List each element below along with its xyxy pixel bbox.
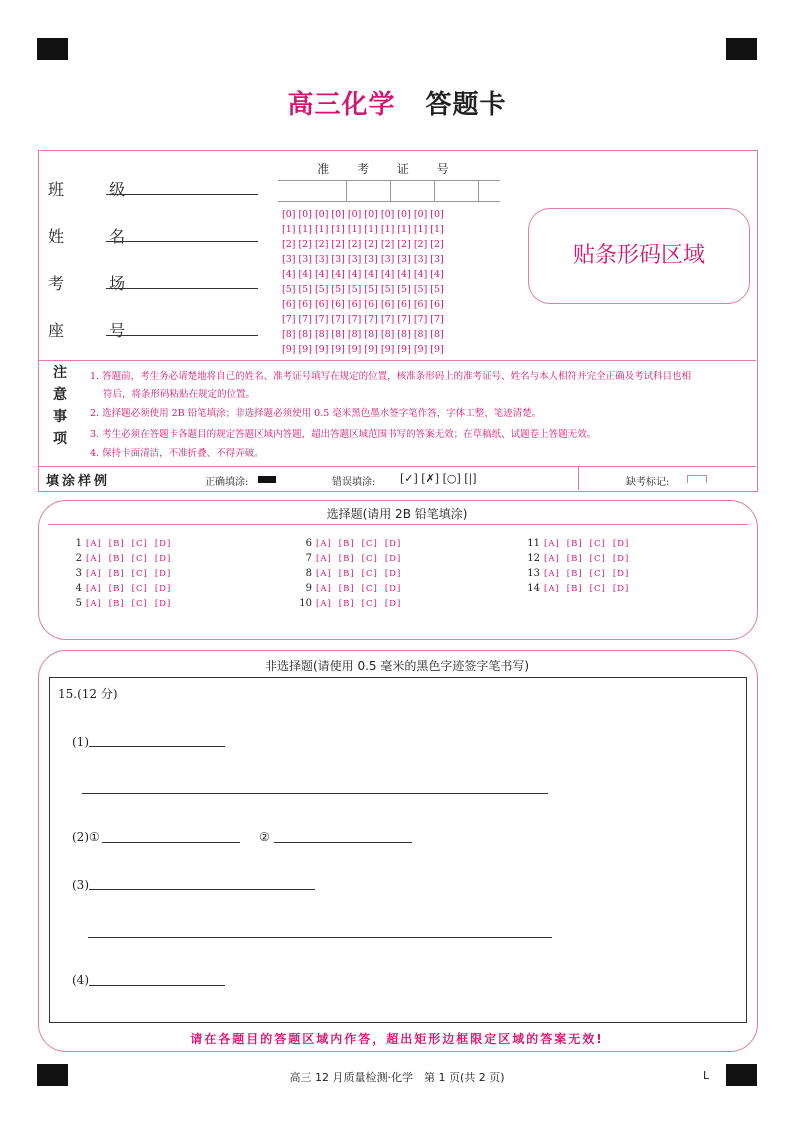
option-d[interactable]: [D] (612, 584, 630, 594)
option-b[interactable]: [B] (108, 584, 125, 594)
choice-row[interactable] (292, 551, 408, 566)
notice-item-1: 1. 答题前，考生务必请楚地将自己的姓名、准考证号填写在规定的位置，核准条形码上的准考证号、姓名与本人相符并完全正确及考试科目也相 (90, 371, 692, 382)
notice-item-2: 2. 选择题必须使用 2B 铅笔填涂；非选择题必须使用 0.5 毫米黑色墨水签字笔作答，字体工整、笔迹清楚。 (90, 408, 542, 419)
admission-number-cells[interactable] (278, 180, 500, 202)
notice-label (40, 362, 80, 466)
option-c[interactable]: [C] (589, 539, 606, 549)
option-b[interactable]: [B] (566, 569, 583, 579)
option-a[interactable]: [A] (86, 539, 102, 549)
title-subject: 高三化学 (287, 90, 396, 120)
room-field[interactable] (106, 272, 258, 289)
choice-row[interactable] (520, 581, 636, 596)
choice-row[interactable] (520, 536, 636, 551)
option-d[interactable]: [D] (384, 539, 402, 549)
question-number: 5 (75, 598, 82, 609)
divider (578, 466, 579, 490)
notice-item-1-cont: 符后，将条形码粘贴在规定的位置。 (103, 389, 256, 400)
question-number: 10 (299, 598, 312, 609)
option-d[interactable]: [D] (154, 569, 172, 579)
bubble-row[interactable]: [9] [9] [9] [9] [9] [9] [9] [9] [9] [9] (282, 344, 444, 355)
option-d[interactable]: [D] (384, 569, 402, 579)
divider (38, 466, 756, 467)
answer-line[interactable] (89, 985, 225, 986)
option-a[interactable]: [A] (86, 599, 102, 609)
notice-char: 意 (53, 387, 67, 403)
option-a[interactable]: [A] (316, 599, 332, 609)
notice-char: 事 (53, 409, 67, 425)
question-number: 1 (75, 538, 82, 549)
bubble-row[interactable]: [5] [5] [5] [5] [5] [5] [5] [5] [5] [5] (282, 284, 444, 295)
notice-char: 项 (53, 431, 67, 447)
choice-row[interactable] (62, 596, 178, 611)
correct-fill-sample (258, 476, 276, 483)
bubble-row[interactable]: [6] [6] [6] [6] [6] [6] [6] [6] [6] [6] (282, 299, 444, 310)
option-c[interactable]: [C] (131, 539, 148, 549)
option-b[interactable]: [B] (566, 554, 583, 564)
option-b[interactable]: [B] (338, 599, 355, 609)
option-c[interactable]: [C] (131, 554, 148, 564)
option-c[interactable]: [C] (589, 584, 606, 594)
answer-line[interactable] (89, 746, 225, 747)
correct-fill-label: 正确填涂: (205, 477, 249, 488)
answer-box[interactable] (49, 677, 747, 1023)
answer-line[interactable] (82, 793, 548, 794)
alignment-mark-top-right (726, 38, 757, 60)
option-c[interactable]: [C] (361, 599, 378, 609)
question-number: 6 (305, 538, 312, 549)
option-a[interactable]: [A] (316, 554, 332, 564)
seat-field[interactable] (106, 319, 258, 336)
choice-row[interactable] (62, 581, 178, 596)
option-a[interactable]: [A] (86, 569, 102, 579)
option-a[interactable]: [A] (544, 569, 560, 579)
admission-bubble-grid[interactable] (282, 207, 504, 357)
bubble-row[interactable]: [7] [7] [7] [7] [7] [7] [7] [7] [7] [7] (282, 314, 444, 325)
option-d[interactable]: [D] (612, 539, 630, 549)
option-d[interactable]: [D] (612, 569, 630, 579)
part-2b-label: ② (259, 830, 270, 844)
option-d[interactable]: [D] (612, 554, 630, 564)
option-c[interactable]: [C] (131, 569, 148, 579)
divider (38, 360, 756, 361)
bubble-row[interactable]: [3] [3] [3] [3] [3] [3] [3] [3] [3] [3] (282, 254, 444, 265)
option-a[interactable]: [A] (86, 554, 102, 564)
option-b[interactable]: [B] (108, 599, 125, 609)
option-d[interactable]: [D] (384, 599, 402, 609)
bubble-row[interactable]: [2] [2] [2] [2] [2] [2] [2] [2] [2] [2] (282, 239, 444, 250)
option-b[interactable]: [B] (338, 539, 355, 549)
seat-label: 座 号 (48, 321, 146, 340)
wrong-fill-samples: [✓] [✗] [○] [|] (400, 472, 477, 485)
choice-row[interactable] (292, 596, 408, 611)
option-b[interactable]: [B] (108, 569, 125, 579)
answer-line[interactable] (89, 889, 315, 890)
choice-row[interactable] (292, 566, 408, 581)
name-field[interactable] (106, 225, 258, 242)
option-a[interactable]: [A] (86, 584, 102, 594)
option-c[interactable]: [C] (361, 569, 378, 579)
choice-column-1 (62, 536, 178, 611)
absent-mark-box[interactable] (687, 475, 707, 483)
part-2-label: (2)① (72, 830, 100, 844)
option-c[interactable]: [C] (589, 554, 606, 564)
option-d[interactable]: [D] (154, 554, 172, 564)
choice-section-title: 选择题(请用 2B 铅笔填涂) (326, 507, 468, 521)
nonchoice-section-title: 非选择题(请使用 0.5 毫米的黑色字迹签字笔书写) (264, 659, 530, 673)
option-c[interactable]: [C] (361, 539, 378, 549)
option-d[interactable]: [D] (154, 599, 172, 609)
question-number: 3 (75, 568, 82, 579)
bubble-row[interactable]: [0] [0] [0] [0] [0] [0] [0] [0] [0] [0] (282, 209, 444, 220)
option-d[interactable]: [D] (154, 539, 172, 549)
absent-label: 缺考标记: (626, 477, 670, 488)
bubble-row[interactable]: [8] [8] [8] [8] [8] [8] [8] [8] [8] [8] (282, 329, 444, 340)
notice-char: 注 (53, 365, 67, 381)
choice-row[interactable] (520, 551, 636, 566)
option-a[interactable]: [A] (316, 539, 332, 549)
bubble-row[interactable]: [1] [1] [1] [1] [1] [1] [1] [1] [1] [1] (282, 224, 444, 235)
option-a[interactable]: [A] (316, 584, 332, 594)
answer-line[interactable] (88, 937, 552, 938)
barcode-area: 贴条形码区域 (528, 208, 750, 304)
choice-row[interactable] (62, 536, 178, 551)
option-d[interactable]: [D] (384, 554, 402, 564)
option-b[interactable]: [B] (338, 554, 355, 564)
option-b[interactable]: [B] (108, 554, 125, 564)
choice-row[interactable] (62, 566, 178, 581)
fill-example-label: 填涂样例 (46, 474, 111, 489)
option-b[interactable]: [B] (108, 539, 125, 549)
boundary-warning: 请在各题目的答题区域内作答，超出矩形边框限定区域的答案无效! (190, 1032, 604, 1046)
alignment-mark-top-left (37, 38, 68, 60)
answer-line[interactable] (102, 842, 240, 843)
option-c[interactable]: [C] (131, 599, 148, 609)
class-label: 班 级 (48, 180, 146, 199)
question-number: 8 (305, 568, 312, 579)
notice-item-3: 3. 考生必须在答题卡各题目的规定答题区域内答题，超出答题区域范围书写的答案无效；在草稿纸、试题卷上答题无效。 (90, 429, 597, 440)
option-a[interactable]: [A] (544, 584, 560, 594)
option-a[interactable]: [A] (544, 554, 560, 564)
question-number: 12 (527, 553, 540, 564)
part-4-label: (4) (72, 973, 89, 987)
option-b[interactable]: [B] (566, 539, 583, 549)
choice-row[interactable] (292, 536, 408, 551)
page-footer: 高三 12 月质量检测·化学 第 1 页(共 2 页) (289, 1071, 505, 1084)
question-number: 4 (75, 583, 82, 594)
option-b[interactable]: [B] (338, 584, 355, 594)
question-number: 7 (305, 553, 312, 564)
question-number: 14 (527, 583, 540, 594)
footer-letter: L (703, 1069, 710, 1082)
notice-item-4: 4. 保持卡面清洁，不准折叠、不得弄破。 (90, 448, 264, 459)
room-label: 考 场 (48, 274, 146, 293)
option-c[interactable]: [C] (131, 584, 148, 594)
choice-row[interactable] (62, 551, 178, 566)
option-c[interactable]: [C] (589, 569, 606, 579)
option-b[interactable]: [B] (338, 569, 355, 579)
choice-column-2 (292, 536, 408, 611)
page-title (0, 84, 794, 121)
option-a[interactable]: [A] (544, 539, 560, 549)
wrong-fill-label: 错误填涂: (332, 477, 376, 488)
question-number: 13 (527, 568, 540, 579)
option-a[interactable]: [A] (316, 569, 332, 579)
answer-line[interactable] (274, 842, 412, 843)
question-number: 11 (527, 538, 540, 549)
option-d[interactable]: [D] (154, 584, 172, 594)
class-field[interactable] (106, 178, 258, 195)
part-1-label: (1) (72, 735, 89, 749)
choice-row[interactable] (520, 566, 636, 581)
choice-row[interactable] (292, 581, 408, 596)
bubble-row[interactable]: [4] [4] [4] [4] [4] [4] [4] [4] [4] [4] (282, 269, 444, 280)
question-number: 2 (75, 553, 82, 564)
option-c[interactable]: [C] (361, 584, 378, 594)
admission-title: 准 考 证 号 (317, 162, 461, 176)
question-number: 9 (305, 583, 312, 594)
option-c[interactable]: [C] (361, 554, 378, 564)
question-15-label: 15.(12 分) (58, 687, 118, 701)
choice-column-3 (520, 536, 636, 596)
part-3-label: (3) (72, 878, 89, 892)
title-card: 答题卡 (425, 90, 507, 120)
option-d[interactable]: [D] (384, 584, 402, 594)
name-label: 姓 名 (48, 227, 146, 246)
divider (48, 524, 748, 525)
option-b[interactable]: [B] (566, 584, 583, 594)
